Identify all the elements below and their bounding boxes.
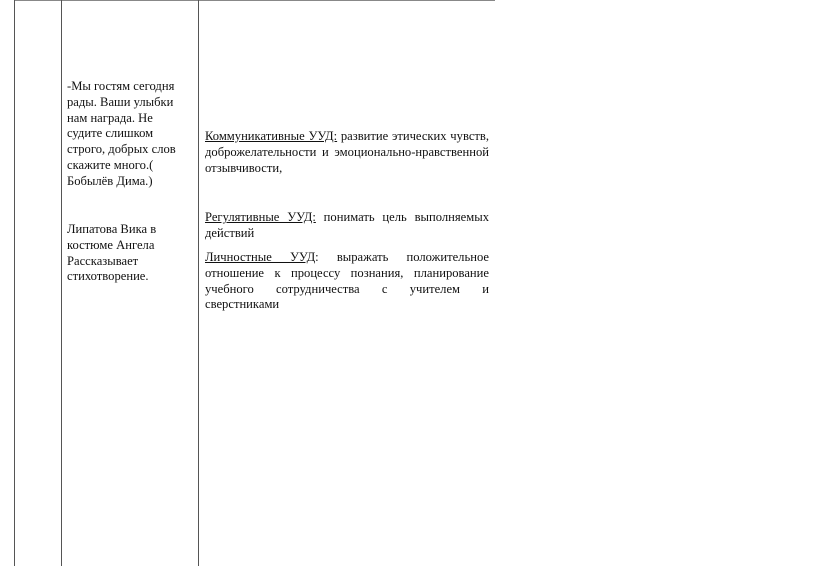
angel-line: костюме Ангела <box>67 237 155 252</box>
greeting-line: скажите много.( <box>67 157 154 172</box>
angel-line: Рассказывает <box>67 253 139 268</box>
greeting-text <box>67 79 191 190</box>
table-column-border-1 <box>14 0 15 566</box>
greeting-line: нам награда. Не <box>67 110 153 125</box>
regulative-uud <box>205 210 489 242</box>
angel-line: стихотворение. <box>67 269 149 284</box>
greeting-line: судите слишком <box>67 126 154 141</box>
angel-text <box>67 222 191 285</box>
personal-uud-label: Личностные УУД <box>205 250 316 264</box>
regulative-uud-label: Регулятивные УУД: <box>205 210 316 224</box>
communicative-uud <box>205 129 489 176</box>
angel-line: Липатова Вика в <box>67 222 157 236</box>
table-column-border-2 <box>61 0 62 566</box>
regulative-uud-text: понимать цель выполняемых действий <box>205 210 489 240</box>
greeting-line: Бобылёв Дима.) <box>67 173 153 188</box>
greeting-line: рады. Ваши улыбки <box>67 94 174 109</box>
communicative-uud-text: развитие этических чувств, доброжелательности и эмоционально-нравственной отзывчивости, <box>205 129 490 175</box>
personal-uud-text: : выражать положительное отношение к процессу познания, планирование учебного сотрудничества с учителем и сверстниками <box>205 250 489 312</box>
table-column-border-3 <box>198 0 199 566</box>
table-top-border <box>14 0 495 1</box>
personal-uud <box>205 250 489 313</box>
greeting-line: строго, добрых слов <box>67 142 176 157</box>
greeting-line: -Мы гостям сегодня <box>67 79 175 93</box>
communicative-uud-label: Коммуникативные УУД: <box>205 129 338 143</box>
